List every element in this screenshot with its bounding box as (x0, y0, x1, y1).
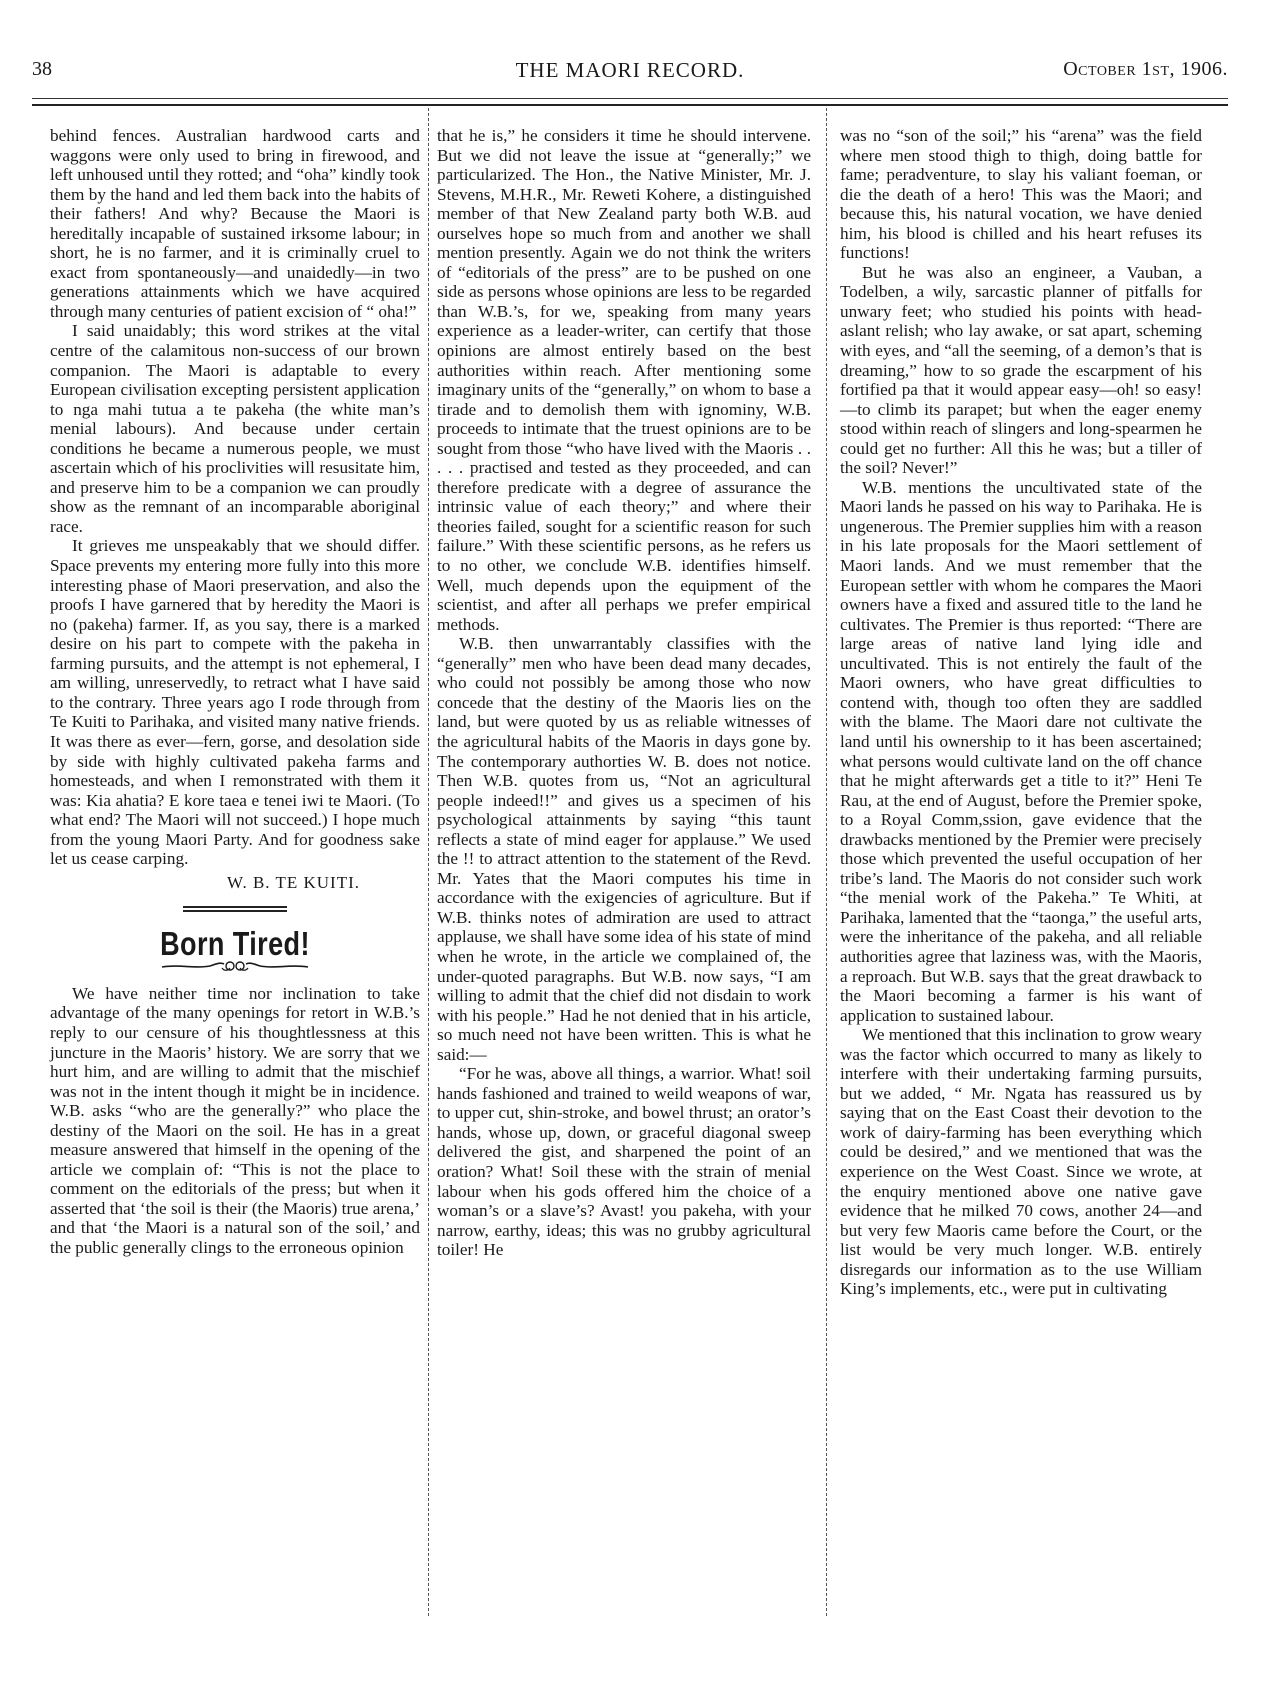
quoted-paragraph: “For he was, above all things, a warrior. What! soil hands fashioned and trained to weild weapons of war, to upper cut, shin-stroke, and bowel thrust; an orator’s hands, whose up, down, or graceful diagonal sweep delivered the gist, and sharpened the point of an oration? What! Soil these with the strain of menial labour when his gods offered him the choice of a woman’s or a slave’s? Avast! you pakeha, with your narrow, earthy, ideas; this was no grubby agricultural toiler! He (437, 1064, 811, 1260)
column-1 (50, 126, 420, 1258)
letter-signature: W. B. TE KUITI. (226, 872, 360, 892)
quoted-paragraph: But he was also an engineer, a Vauban, a Todelben, a wily, sarcastic planner of pitfalls for unwary feet; who studied his points with head-aslant relish; who lay awake, or sat apart, scheming with eyes, and “all the seeming, of a demon’s that is dreaming,” how to so grade the escarpment of his fortified pa that it would appear easy—oh! so easy!—to climb its parapet; but when the eager enemy stood within reach of slingers and long-spearmen he could get no further: All this he was; but a tiller of the soil? Never!” (840, 262, 1202, 478)
article-paragraph: W.B. then unwarrantably classifies with the “generally” men who have been dead many decades, who could not possibly be among those who now concede that the destiny of the Maoris lies on the land, but were quoted by us as reliable witnesses of the agricultural habits of the Maoris in days gone by. The contemporary authorties W. B. does not notice. Then W.B. quotes from us, “Not an agricultural people indeed!!” and gives us a specimen of his psychological attainments by saying “this taunt reflects a state of mind eager for applause.” We used the !! to attract attention to the statement of the Revd. Mr. Yates that the Maori computes his time in accordance with the exigencies of agriculture. But if W.B. thinks notes of admiration are used to attract applause, we shall have some idea of his state of mind when he wrote, in the article we complained of, the under-quoted paragraphs. But W.B. now says, “I am willing to admit that the chief did not disdain to work with his people.” Had he not denied that in his article, so much need not have been written. This is what he said:— (437, 634, 811, 1064)
letter-paragraph: I said unaidably; this word strikes at the vital centre of the calamitous non-success of our brown companion. The Maori is adaptable to every European civilisation excepting persistent application to nga mahi tutua a te pakeha (the white man’s menial labours). And because under certain conditions he became a numerous people, we must ascertain which of his proclivities will resusitate him, and preserve him to be a companion we can proudly show as the remnant of an incomparable aboriginal race. (50, 321, 420, 536)
header-rule-thin (32, 98, 1228, 99)
issue-date: October 1st, 1906. (1063, 58, 1228, 80)
article-paragraph: W.B. mentions the uncultivated state of the Maori lands he passed on his way to Parihaka. He is ungenerous. The Premier supplies him with a reason in his late proposals for the Maori settlement of Maori lands. And we must remember that the European settler with whom he compares the Maori owners have a fixed and assured title to the land he cultivates. The Premier is thus reported: “There are large areas of native land lying idle and uncultivated. This is not entirely the fault of the Maori owners, who have great difficulties to contend with, though too often they are saddled with the blame. The Maori dare not cultivate the land until his ownership to it has been ascertained; what persons would cultivate land on the off chance that he might afterwards get a title to it?” Heni Te Rau, at the end of August, before the Premier spoke, to a Royal Comm,ssion, gave evidence that the drawbacks mentioned by the Premier were precisely those which prevented the useful occupation of her tribe’s land. The Maoris do not consider such work “the menial work of the Pakeha.” Te Whiti, at Parihaka, lamented that the “taonga,” the useful arts, were the inheritance of the pakeha, and all reliable authorities agree that laziness was, with the Maoris, a reproach. But W.B. says that the great drawback to the Maori becoming a farmer is his want of application to sustained labour. (840, 477, 1202, 1025)
page-header (32, 58, 1228, 88)
article-paragraph: that he is,” he considers it time he should intervene. But we did not leave the issue at “generally;” we particularized. The Hon., the Native Minister, Mr. J. Stevens, M.H.R., Mr. Reweti Kohere, a distinguished member of that New Zealand party both W.B. aud ourselves hope so much from and another we shall mention presently. Again we do not think the writers of “editorials of the press” are to be pushed on one side as persons whose opinions are less to be regarded than W.B.’s, for we, speaking from many years experience as a leader-writer, can certify that those opinions are almost entirely based on the best authorities within reach. After mentioning some imaginary units of the “generally,” on whom to base a tirade and to demolish them with ignominy, W.B. proceeds to intimate that the truest opinions are to be sought from those “who have lived with the Maoris . . . . . practised and tested as they proceeded, and can therefore predicate with a degree of assurance the intrinsic value of each theory;” and where their theories failed, sought for a scientific reason for such failure.” With these scientific persons, as he refers us to no other, we conclude W.B. identifies himself. Well, much depends upon the equipment of the scientist, and after all perhaps we prefer empirical methods. (437, 126, 811, 634)
quoted-paragraph: was no “son of the soil;” his “arena” was the field where men stood thigh to thigh, doing battle for fame; peradventure, to slay his valiant foeman, or die the death of a hero! This was the Maori; and because this, his natural vocation, we have denied him, his blood is chilled and his heart refuses its functions! (840, 126, 1202, 263)
column-divider-left (428, 108, 429, 1616)
column-divider-right (826, 108, 827, 1616)
article-paragraph: We have neither time nor inclination to take advantage of the many openings for retort in W.B.’s reply to our censure of his thoughtlessness at this juncture in the Maoris’ history. We are sorry that we hurt him, and are willing to admit that the mischief was not in the intent though it might be in incidence. W.B. asks “who are the generally?” who place the destiny of the Maori on the soil. He has in a great measure answered that himself in the opening of the article we complain of: “This is not the place to comment on the editorials of the press; but when it asserted that ‘the soil is their (the Maoris) true arena,’ and that ‘the Maori is a natural son of the soil,’ and the public generally clings to the erroneous opinion (50, 983, 420, 1257)
article-title: Born Tired! (160, 925, 310, 963)
page-number: 38 (32, 58, 52, 80)
letter-paragraph: behind fences. Australian hardwood carts and waggons were only used to bring in firewood, and left unhoused until they rotted; and “oha” kindly took them by the hand and led them back into the habits of their fathers! And why? Because the Maori is hereditally incapable of sustained irksome labour; in short, he is no farmer, and it is criminally cruel to exact from spontaneously—and unaidedly—in two generations attainments which we have acquired through many centuries of patient excision of “ oha!” (50, 126, 420, 321)
column-3 (840, 126, 1202, 1299)
article-paragraph: We mentioned that this inclination to grow weary was the factor which occurred to many as likely to interfere with their undertaking farming pursuits, but we added, “ Mr. Ngata has reassured us by saying that on the East Coast their devotion to the work of dairy-farming has been everything which could be desired,” and we mentioned that was the experience on the West Coast. Since we wrote, at the enquiry mentioned above one native gave evidence that he milked 70 cows, another 24—and but very few Maoris came before the Court, or the list would be very much longer. W.B. entirely disregards our information as to the use William King’s implements, etc., were put in cultivating (840, 1025, 1202, 1299)
letter-paragraph: It grieves me unspeakably that we should differ. Space prevents my entering more fully into this more interesting phase of Maori preservation, and also the proofs I have garnered that by heredity the Maori is no (pakeha) farmer. If, as you say, there is a marked desire on his part to compete with the pakeha in farming pursuits, and the attempt is not ephemeral, I am willing, unreservedly, to retract what I have said to the contrary. Three years ago I rode through from Te Kuiti to Parihaka, and visited many native friends. It was there as ever—fern, gorse, and desolation side by side with highly cultivated pakeha farms and homesteads, and when I remonstrated with them it was: Kia ahatia? E kore taea e tenei iwi te Maori. (To what end? The Maori will not succeed.) I hope much from the young Maori Party. And for goodness sake let us cease carping. (50, 536, 420, 869)
header-rule-thick (32, 104, 1228, 106)
column-2 (437, 126, 811, 1260)
publication-title: THE MAORI RECORD. (515, 58, 745, 82)
section-divider-double-rule (183, 906, 287, 912)
